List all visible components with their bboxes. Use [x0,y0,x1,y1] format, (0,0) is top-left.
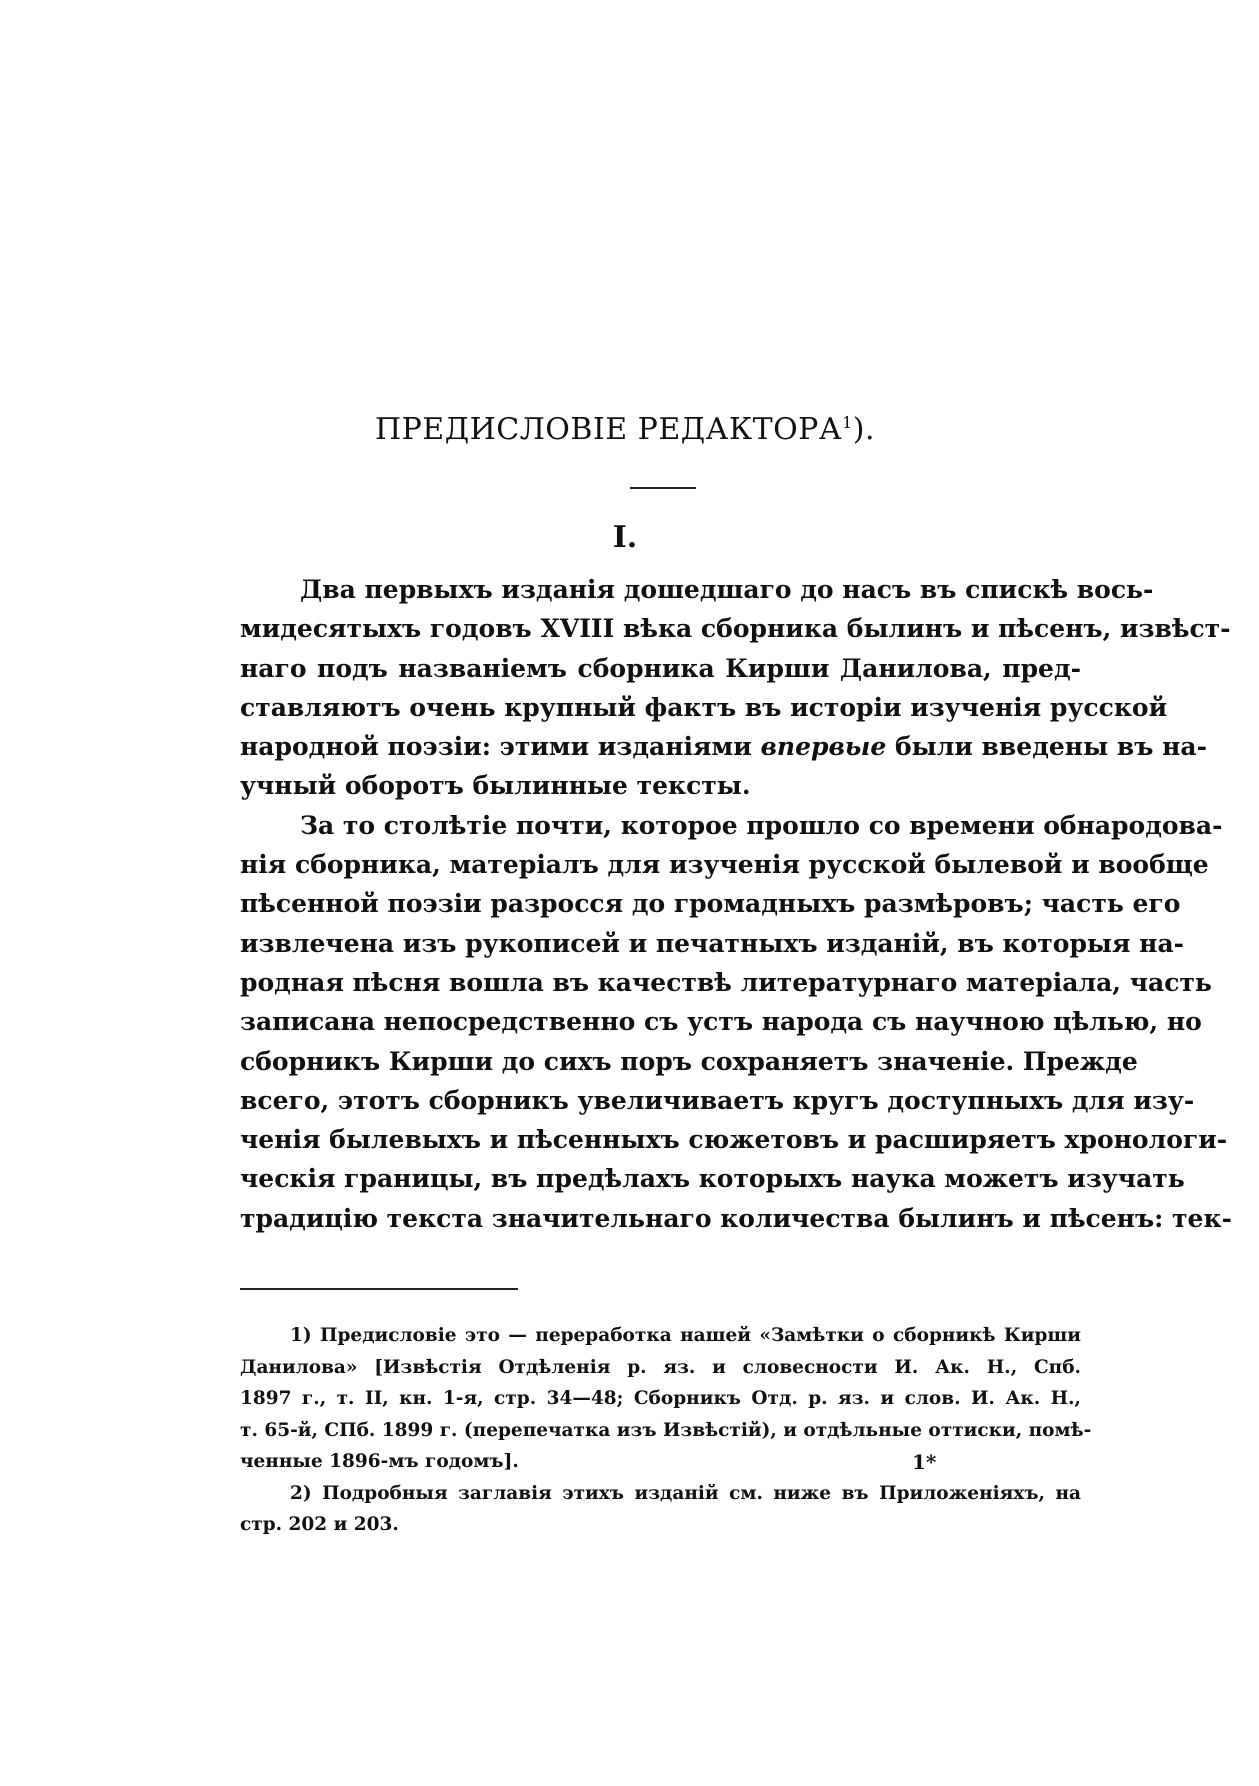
text-segment: народной поэзіи: этими изданіями [240,732,752,762]
text-line: извлечена изъ рукописей и печатныхъ изданій, въ которыя на- [240,928,1185,958]
signature-mark: 1* [912,1450,937,1474]
footnote-line: Данилова» [Извѣстія Отдѣленія р. яз. и словесности И. Ак. Н., Спб. [240,1356,1081,1378]
footnote-line: ченные 1896-мъ годомъ]. [240,1451,519,1472]
footnote-line: 2) Подробныя заглавія этихъ изданій см. ниже въ Приложеніяхъ, на [290,1482,1081,1504]
main-text [240,570,1232,1238]
footnote-divider [240,1288,518,1290]
text-line: сборникъ Кирши до сихъ поръ сохраняетъ значеніе. Прежде [240,1046,1138,1076]
text-line: наго подъ названіемъ сборника Кирши Данилова, пред- [240,653,1081,683]
footnotes [240,1320,1092,1541]
text-line: пѣсенной поэзіи разросся до громадныхъ размѣровъ; часть его [240,889,1181,919]
section-number: I. [612,520,638,555]
title-divider [630,487,696,489]
text-line: нія сборника, матеріалъ для изученія русской былевой и вообще [240,850,1209,880]
text-line: ченія былевыхъ и пѣсенныхъ сюжетовъ и расширяетъ хронологи- [240,1125,1228,1155]
text-line: За то столѣтіе почти, которое прошло со времени обнародова- [300,810,1223,840]
text-line: всего, этотъ сборникъ увеличиваетъ кругъ доступныхъ для изу- [240,1085,1195,1115]
text-line: учный оборотъ былинные тексты. [240,771,751,801]
title-closing: ). [852,412,876,447]
text-line: мидесятыхъ годовъ XVIII вѣка сборника былинъ и пѣсенъ, извѣст- [240,614,1231,644]
text-line: традицію текста значительнаго количества былинъ и пѣсенъ: тек- [240,1203,1232,1233]
text-line: записана непосредственно съ устъ народа съ научною цѣлью, но [240,1007,1202,1037]
emphasized-word: впервые [760,732,887,762]
text-segment: были введены въ на- [894,732,1207,762]
footnote-line: 1897 г., т. II, кн. 1-я, стр. 34—48; Сборникъ Отд. р. яз. и слов. И. Ак. Н., [240,1388,1081,1409]
text-line [240,727,1207,766]
text-line: ческія границы, въ предѣлахъ которыхъ наука можетъ изучать [240,1164,1185,1194]
text-line: Два первыхъ изданія дошедшаго до насъ въ спискѣ вось- [300,575,1154,604]
footnote-line: т. 65-й, СПб. 1899 г. (перепечатка изъ Извѣстій), и отдѣльные оттиски, помѣ- [240,1419,1092,1441]
text-line: ставляютъ очень крупный фактъ въ исторіи изученія русской [240,692,1168,722]
footnote-line: 1) Предисловіе это — переработка нашей «Замѣтки о сборникѣ Кирши [290,1325,1081,1346]
title-text: ПРЕДИСЛОВІЕ РЕДАКТОРА [374,412,843,447]
page-title [240,412,1010,447]
text-line: родная пѣсня вошла въ качествѣ литературнаго матеріала, часть [240,967,1212,997]
footnote-line: стр. 202 и 203. [240,1514,399,1535]
title-footnote-mark: 1 [842,413,853,432]
